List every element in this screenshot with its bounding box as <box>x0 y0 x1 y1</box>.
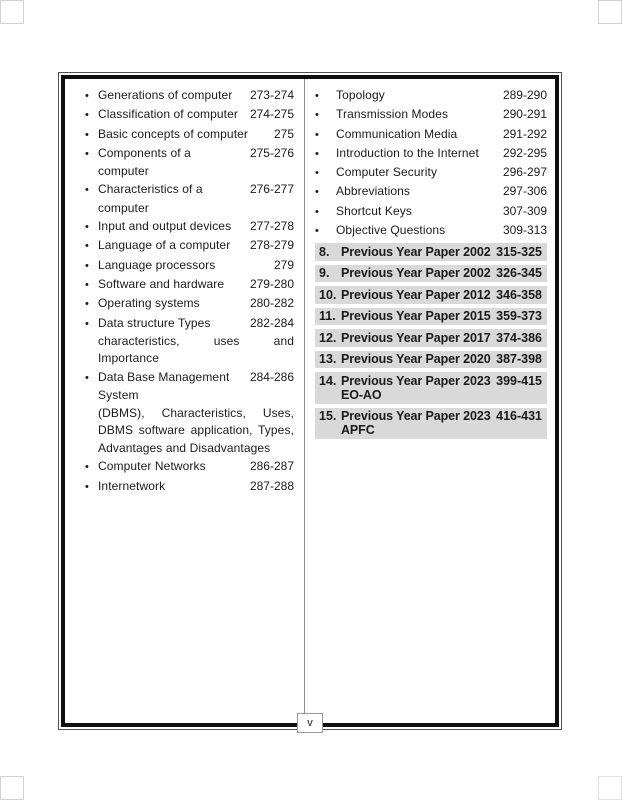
toc-entry-line <box>85 180 294 217</box>
toc-entry-label: Communication Media <box>336 126 458 141</box>
paper-entry-label: Previous Year Paper 2017 <box>341 330 491 345</box>
bullet-icon: • <box>315 109 319 122</box>
toc-entry-line <box>315 163 547 182</box>
toc-entry-line <box>85 105 294 124</box>
paper-entry-number: 11. <box>319 309 336 324</box>
paper-entry-number: 14. <box>319 373 337 388</box>
toc-entry-line <box>85 236 294 255</box>
bullet-icon: • <box>315 225 319 238</box>
toc-entry <box>85 275 294 294</box>
bullet-icon: • <box>85 298 89 311</box>
toc-entry-line <box>85 125 294 144</box>
bullet-icon: • <box>315 128 319 141</box>
paper-entry-pages: 359-373 <box>496 309 542 324</box>
bullet-icon: • <box>85 184 89 197</box>
bullet-icon: • <box>85 128 89 141</box>
paper-entry-label: Previous Year Paper 2023 APFC <box>341 409 491 438</box>
toc-entry-line <box>315 105 547 124</box>
toc-entry-pages: 289-290 <box>502 88 547 102</box>
paper-entry-pages: 346-358 <box>496 287 542 302</box>
toc-entry <box>85 314 294 368</box>
bullet-icon: • <box>85 147 89 160</box>
toc-entry-line <box>85 256 294 275</box>
toc-entry <box>85 368 294 457</box>
paper-entry-number: 13. <box>319 352 337 367</box>
toc-entry <box>85 457 294 476</box>
paper-entry-label: Previous Year Paper 2012 <box>341 287 491 302</box>
corner-mark-bottom-left <box>0 776 24 800</box>
page-number-box <box>297 713 323 733</box>
toc-entry <box>85 294 294 313</box>
toc-entry-line <box>85 217 294 236</box>
toc-entry-line <box>85 86 294 105</box>
toc-entry-label: Basic concepts of computer <box>98 126 249 141</box>
toc-entry-line <box>315 182 547 201</box>
toc-entry-line <box>315 202 547 221</box>
paper-entry-label: Previous Year Paper 2002 <box>341 244 491 259</box>
corner-mark-top-left <box>0 0 24 24</box>
bullet-icon: • <box>85 372 89 385</box>
toc-entry-pages: 290-291 <box>502 107 547 122</box>
toc-entry <box>85 125 294 144</box>
toc-right-column <box>305 79 555 723</box>
toc-entry-line <box>315 86 547 105</box>
paper-entry-number: 15. <box>319 409 337 424</box>
toc-entry-continuation: characteristics, uses and Importance <box>98 333 294 366</box>
paper-entry <box>315 286 547 304</box>
toc-entry <box>85 144 294 181</box>
toc-entry-pages: 278-279 <box>249 238 294 253</box>
bullet-icon: • <box>315 90 319 102</box>
bullet-icon: • <box>85 259 89 272</box>
toc-entry <box>85 217 294 236</box>
toc-entry-label: Characteristics of a computer <box>98 182 203 215</box>
toc-entry <box>85 477 294 496</box>
corner-mark-top-right <box>598 0 622 24</box>
toc-entry <box>85 105 294 124</box>
toc-entry-label: Language of a computer <box>98 238 231 253</box>
toc-entry-pages: 309-313 <box>502 223 547 238</box>
toc-entry-label: Input and output devices <box>98 219 232 234</box>
bullet-icon: • <box>85 461 89 474</box>
bullet-icon: • <box>315 147 319 160</box>
paper-entry <box>315 351 547 369</box>
paper-entry-label: Previous Year Paper 2002 <box>341 266 491 281</box>
bullet-icon: • <box>315 186 319 199</box>
toc-entry-label: Operating systems <box>98 296 200 311</box>
toc-entry-label: Computer Networks <box>98 459 206 474</box>
toc-entry-pages: 296-297 <box>502 165 547 180</box>
toc-entry-label: Language processors <box>98 257 216 272</box>
paper-entry-pages: 374-386 <box>496 330 542 345</box>
bullet-icon: • <box>315 167 319 180</box>
toc-entry-pages: 277-278 <box>249 219 294 234</box>
content-frame-inner <box>61 75 559 727</box>
toc-left-column <box>65 79 304 723</box>
paper-entry-label: Previous Year Paper 2020 <box>341 352 491 367</box>
toc-entry-pages: 291-292 <box>502 126 547 141</box>
paper-entry-pages: 326-345 <box>496 266 542 281</box>
paper-entry-number: 8. <box>319 244 330 259</box>
page-number-label: v <box>307 717 313 729</box>
toc-entry-pages: 284-286 <box>249 370 294 385</box>
toc-entry-pages: 279 <box>273 257 294 272</box>
toc-entry-label: Data Base Management System <box>98 370 230 403</box>
toc-entry <box>315 105 547 124</box>
toc-entry-continuation: (DBMS), Characteristics, Uses, DBMS software application, Types, Advantages and Disadvantages <box>98 405 294 455</box>
right-bullet-list <box>315 86 547 240</box>
previous-year-paper-list <box>315 243 547 439</box>
bullet-icon: • <box>85 240 89 253</box>
toc-entry-label: Introduction to the Internet <box>336 145 479 160</box>
bullet-icon: • <box>85 109 89 122</box>
toc-entry-pages: 297-306 <box>502 184 547 199</box>
toc-entry-pages: 273-274 <box>249 88 294 102</box>
toc-entry-label: Software and hardware <box>98 276 225 291</box>
paper-entry-pages: 315-325 <box>496 244 542 259</box>
toc-entry-line <box>85 314 294 333</box>
paper-entry-pages: 399-415 <box>496 373 542 388</box>
toc-entry-line <box>85 144 294 181</box>
paper-entry-number: 10. <box>319 287 337 302</box>
toc-entry-label: Objective Questions <box>336 223 446 238</box>
bullet-icon: • <box>85 278 89 291</box>
toc-entry-line <box>315 125 547 144</box>
paper-entry <box>315 243 547 261</box>
toc-entry <box>315 125 547 144</box>
bullet-icon: • <box>315 205 319 218</box>
toc-entry-pages: 282-284 <box>249 315 294 330</box>
toc-entry-pages: 286-287 <box>249 459 294 474</box>
paper-entry <box>315 329 547 347</box>
toc-entry <box>315 182 547 201</box>
paper-entry-number: 12. <box>319 330 337 345</box>
toc-entry-pages: 274-275 <box>249 107 294 122</box>
toc-entry <box>315 221 547 240</box>
toc-entry-pages: 275-276 <box>249 145 294 160</box>
toc-entry-pages: 280-282 <box>249 296 294 311</box>
toc-entry <box>85 256 294 275</box>
paper-entry <box>315 372 547 404</box>
toc-entry-line <box>85 477 294 496</box>
toc-entry-pages: 276-277 <box>249 182 294 197</box>
toc-entry-pages: 287-288 <box>249 478 294 493</box>
bullet-icon: • <box>85 480 89 493</box>
paper-entry <box>315 308 547 326</box>
paper-entry-number: 9. <box>319 266 330 281</box>
toc-entry <box>315 202 547 221</box>
toc-entry-label: Classification of computer <box>98 107 238 122</box>
toc-entry-pages: 275 <box>273 126 294 141</box>
toc-entry-pages: 292-295 <box>502 145 547 160</box>
toc-entry <box>315 163 547 182</box>
bullet-icon: • <box>85 90 89 102</box>
bullet-icon: • <box>85 221 89 234</box>
toc-entry <box>315 86 547 105</box>
content-frame <box>58 72 562 730</box>
corner-mark-bottom-right <box>598 776 622 800</box>
toc-entry <box>85 86 294 105</box>
toc-entry-line <box>85 294 294 313</box>
toc-entry-label: Topology <box>336 88 385 102</box>
paper-entry <box>315 265 547 283</box>
paper-entry-pages: 416-431 <box>496 409 542 424</box>
toc-entry-label: Generations of computer <box>98 88 233 102</box>
paper-entry <box>315 408 547 440</box>
toc-entry-label: Computer Security <box>336 165 438 180</box>
toc-entry-line <box>315 144 547 163</box>
paper-entry-label: Previous Year Paper 2023 EO-AO <box>341 373 491 402</box>
toc-entry-line <box>315 221 547 240</box>
toc-entry-pages: 307-309 <box>502 203 547 218</box>
toc-entry-line <box>85 275 294 294</box>
toc-entry <box>315 144 547 163</box>
toc-entry <box>85 236 294 255</box>
toc-entry-line <box>85 457 294 476</box>
toc-entry-label: Shortcut Keys <box>336 203 413 218</box>
toc-entry-label: Transmission Modes <box>336 107 449 122</box>
toc-entry-label: Components of a computer <box>98 145 191 179</box>
toc-entry-line <box>85 368 294 405</box>
paper-entry-pages: 387-398 <box>496 352 542 367</box>
paper-entry-label: Previous Year Paper 2015 <box>341 309 491 324</box>
toc-entry <box>85 180 294 217</box>
bullet-icon: • <box>85 317 89 330</box>
toc-entry-pages: 279-280 <box>249 276 294 291</box>
toc-entry-label: Internetwork <box>98 478 166 493</box>
toc-entry-label: Data structure Types <box>98 315 211 330</box>
toc-entry-label: Abbreviations <box>336 184 411 199</box>
